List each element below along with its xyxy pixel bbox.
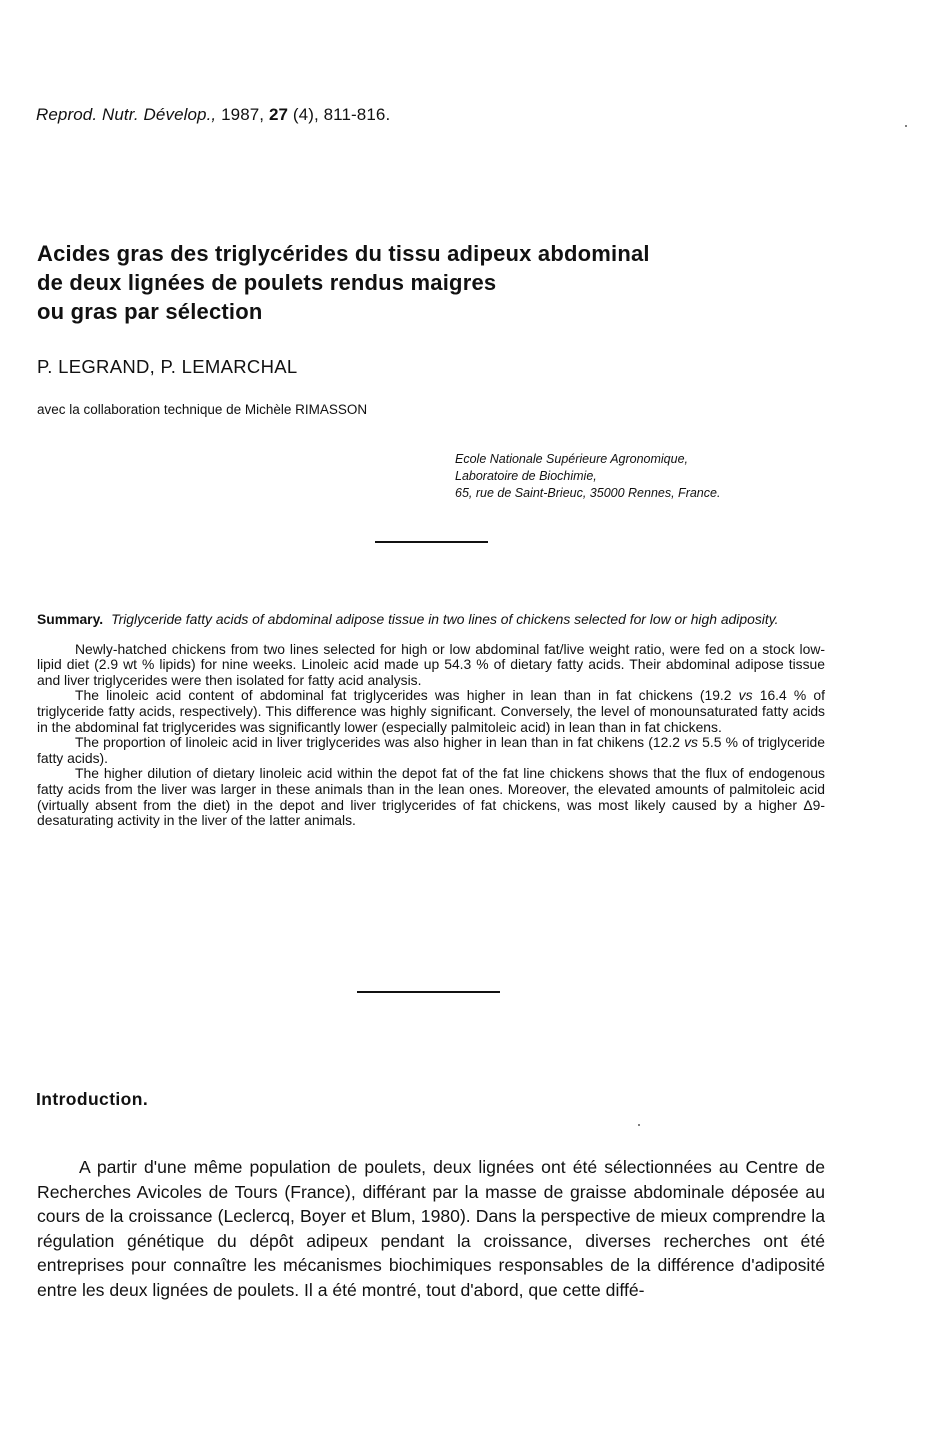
summary-title-paragraph	[37, 612, 825, 628]
separator-rule	[357, 991, 500, 993]
journal-year: 1987,	[221, 105, 265, 124]
title-line: ou gras par sélection	[37, 299, 263, 324]
summary-paragraph: The higher dilution of dietary linoleic acid within the depot fat of the fat line chickens shows that the flux of endogenous fatty acids from the liver was larger in these animals than in the lean ones. Moreover, the elevated amounts of palmitoleic acid (virtually absent from the diet) in the depot and liver triglycerides of fat chickens, was most likely caused by a higher Δ9-desaturating activity in the liver of the latter animals.	[37, 765, 825, 829]
body-paragraph: A partir d'une même population de poulets, deux lignées ont été sélectionnées au Centre de Recherches Avicoles de Tours (France), différant par la masse de graisse abdominale déposée au cours de la croissance (Leclercq, Boyer et Blum, 1980). Dans la perspective de mieux comprendre la régulation génétique du dépôt adipeux pendant la croissance, diverses recherches ont été entreprises pour connaître les mécanismes biochimiques responsables de la différence d'adiposité entre les deux lignées de poulets. Il a été montré, tout d'abord, que cette diffé-	[37, 1157, 825, 1300]
journal-volume: 27	[268, 105, 289, 124]
summary-title: Triglyceride fatty acids of abdominal adipose tissue in two lines of chickens selected for low or high adiposity.	[111, 611, 779, 627]
summary-heading: Summary.	[37, 611, 104, 627]
summary-paragraph: The proportion of linoleic acid in liver triglycerides was also higher in lean than in fat chikens (12.2 vs 5.5 % of triglyceride fatty acids).	[37, 734, 826, 766]
summary-paragraph: Newly-hatched chickens from two lines selected for high or low abdominal fat/live weight ratio, were fed on a stock low-lipid diet (2.9 wt % lipids) for nine weeks. Linoleic acid made up 54.3 % of dietary fatty acids. Their abdominal adipose tissue and liver triglycerides were then isolated for fatty acid analysis.	[37, 640, 825, 688]
title-line: de deux lignées de poulets rendus maigres	[37, 270, 497, 295]
authors: P. LEGRAND, P. LEMARCHAL	[37, 356, 298, 377]
journal-name: Reprod. Nutr. Dévelop.,	[36, 105, 217, 124]
separator-rule	[375, 541, 488, 543]
affiliation-line: Ecole Nationale Supérieure Agronomique,	[455, 452, 689, 466]
article-title	[37, 239, 837, 326]
summary-block	[37, 612, 825, 829]
title-line: Acides gras des triglycérides du tissu adipeux abdominal	[37, 241, 650, 266]
section-heading-introduction: Introduction.	[36, 1089, 149, 1109]
introduction-body	[37, 1155, 825, 1303]
journal-issue-pages: (4), 811-816.	[292, 105, 391, 124]
affiliation	[455, 451, 720, 502]
affiliation-line: 65, rue de Saint-Brieuc, 35000 Rennes, France.	[455, 486, 721, 500]
scan-speck	[638, 1124, 640, 1126]
affiliation-line: Laboratoire de Biochimie,	[455, 469, 597, 483]
scan-speck	[905, 125, 907, 127]
journal-citation	[36, 105, 390, 125]
summary-paragraph: The linoleic acid content of abdominal fat triglycerides was higher in lean than in fat chickens (19.2 vs 16.4 % of triglyceride fatty acids, respectively). This difference was highly significant. Conversely, the level of monounsaturated fatty acids in the abdominal fat triglycerides was significantly lower (especially palmitoleic acid) in lean than in fat chickens.	[37, 687, 825, 735]
collaboration-note: avec la collaboration technique de Michèle RIMASSON	[37, 402, 368, 417]
